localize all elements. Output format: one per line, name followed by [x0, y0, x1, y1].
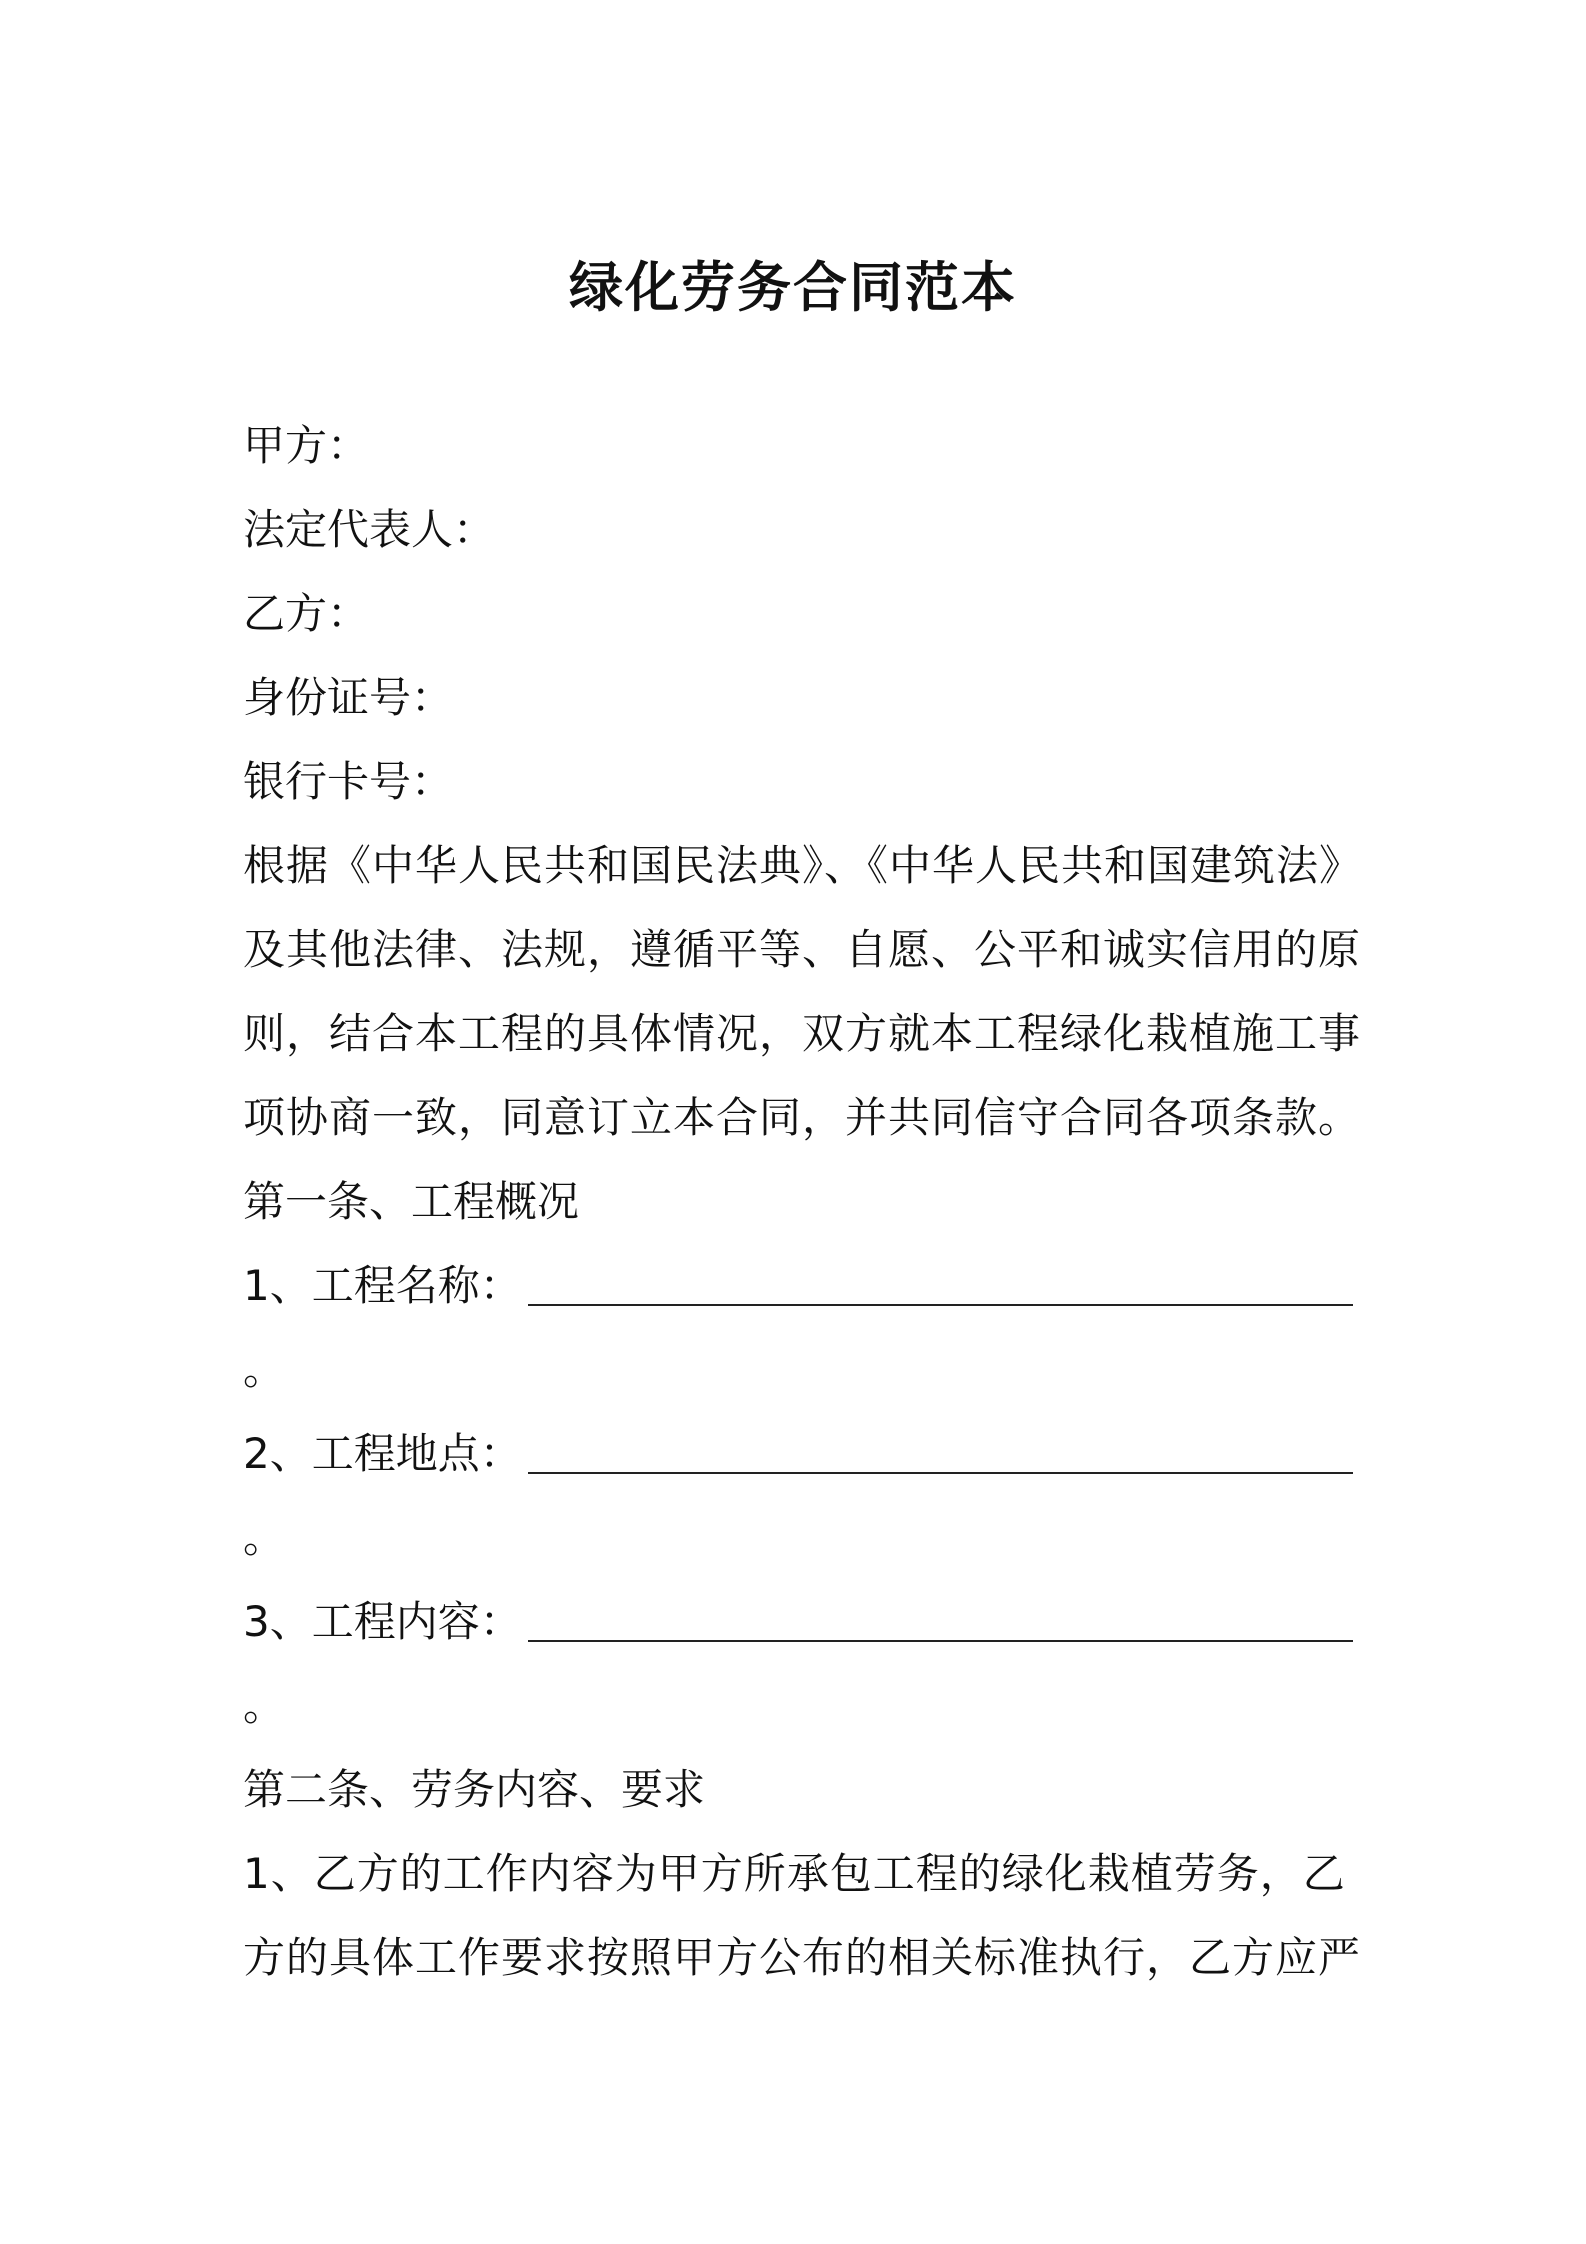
article-2-line: 1、乙方的工作内容为甲方所承包工程的绿化栽植劳务，乙 — [243, 1849, 1346, 1898]
project-location-label: 2、工程地点： — [243, 1429, 522, 1478]
party-a-label: 甲方： — [243, 421, 370, 470]
project-name-label: 1、工程名称： — [243, 1261, 522, 1310]
project-name-blank[interactable] — [528, 1304, 1353, 1306]
project-location-blank[interactable] — [528, 1472, 1353, 1474]
article-2-line: 方的具体工作要求按照甲方公布的相关标准执行，乙方应严 — [243, 1933, 1362, 1982]
article-1-heading: 第一条、工程概况 — [243, 1177, 580, 1226]
document-title: 绿化劳务合同范本 — [569, 256, 1017, 319]
article-2-heading: 第二条、劳务内容、要求 — [243, 1765, 706, 1814]
party-b-label: 乙方： — [243, 589, 370, 638]
project-content-field — [243, 1580, 1363, 1664]
project-name-period: 。 — [243, 1345, 286, 1394]
bank-card-label: 银行卡号： — [243, 757, 454, 806]
preamble-line: 则，结合本工程的具体情况，双方就本工程绿化栽植施工事 — [243, 1009, 1362, 1058]
legal-representative-label: 法定代表人： — [243, 505, 496, 554]
project-name-field — [243, 1244, 1363, 1328]
project-location-field — [243, 1412, 1363, 1496]
preamble-paragraph — [243, 824, 1363, 1160]
project-location-period: 。 — [243, 1513, 286, 1562]
preamble-line: 项协商一致，同意订立本合同，并共同信守合同各项条款。 — [243, 1093, 1362, 1142]
preamble-line: 根据《中华人民共和国民法典》、《中华人民共和国建筑法》 — [243, 841, 1363, 890]
article-2-paragraph — [243, 1832, 1363, 2000]
project-content-label: 3、工程内容： — [243, 1597, 522, 1646]
project-content-blank[interactable] — [528, 1640, 1353, 1642]
project-content-period: 。 — [243, 1681, 286, 1730]
document-body — [243, 404, 1363, 2000]
id-number-label: 身份证号： — [243, 673, 454, 722]
preamble-line: 及其他法律、法规，遵循平等、自愿、公平和诚实信用的原 — [243, 925, 1362, 974]
